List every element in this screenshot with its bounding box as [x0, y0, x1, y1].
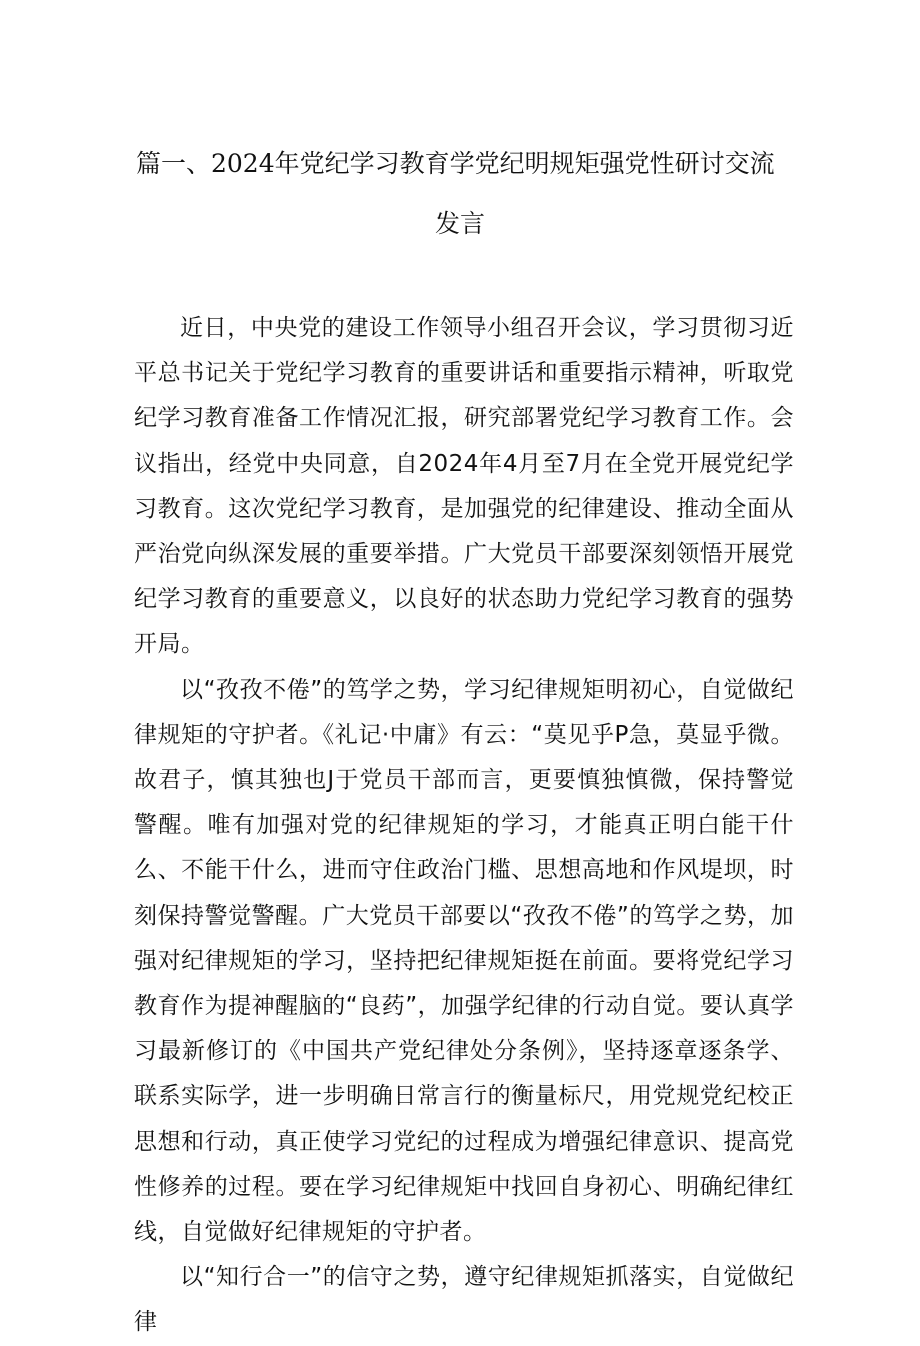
document-title: 篇一、2024年党纪学习教育学党纪明规矩强党性研讨交流 — [136, 149, 775, 178]
paragraph-1: 近日，中央党的建设工作领导小组召开会议，学习贯彻习近平总书记关于党纪学习教育的重要讲话和重要指示精神，听取党纪学习教育准备工作情况汇报，研究部署党纪学习教育工作。会议指出，经党中央同意，自2024年4月至7月在全党开展党纪学习教育。这次党纪学习教育，是加强党的纪律建设、推动全面从严治党向纵深发展的重要举措。广大党员干部要深刻领悟开展党纪学习教育的重要意义，以良好的状态助力党纪学习教育的强势开局。 — [134, 315, 794, 658]
document-title-continuation: 发言 — [434, 209, 485, 238]
paragraph-3: 以“知行合一”的信守之势，遵守纪律规矩抓落实，自觉做纪律 — [134, 1264, 794, 1336]
document-body — [134, 306, 794, 1346]
paragraph-2: 以“孜孜不倦”的笃学之势，学习纪律规矩明初心，自觉做纪律规矩的守护者。《礼记·中庸》有云：“莫见乎P急，莫显乎微。故君子，慎其独也J于党员干部而言，更要慎独慎微，保持警觉警醒。唯有加强对党的纪律规矩的学习，才能真正明白能干什么、不能干什么，进而守住政治门槛、思想高地和作风堤坝，时刻保持警觉警醒。广大党员干部要以“孜孜不倦”的笃学之势，加强对纪律规矩的学习，坚持把纪律规矩挺在前面。要将党纪学习教育作为提神醒脑的“良药”，加强学纪律的行动自觉。要认真学习最新修订的《中国共产党纪律处分条例》，坚持逐章逐条学、联系实际学，进一步明确日常言行的衡量标尺，用党规党纪校正思想和行动，真正使学习党纪的过程成为增强纪律意识、提高党性修养的过程。要在学习纪律规矩中找回自身初心、明确纪律红线，自觉做好纪律规矩的守护者。 — [134, 676, 794, 1246]
